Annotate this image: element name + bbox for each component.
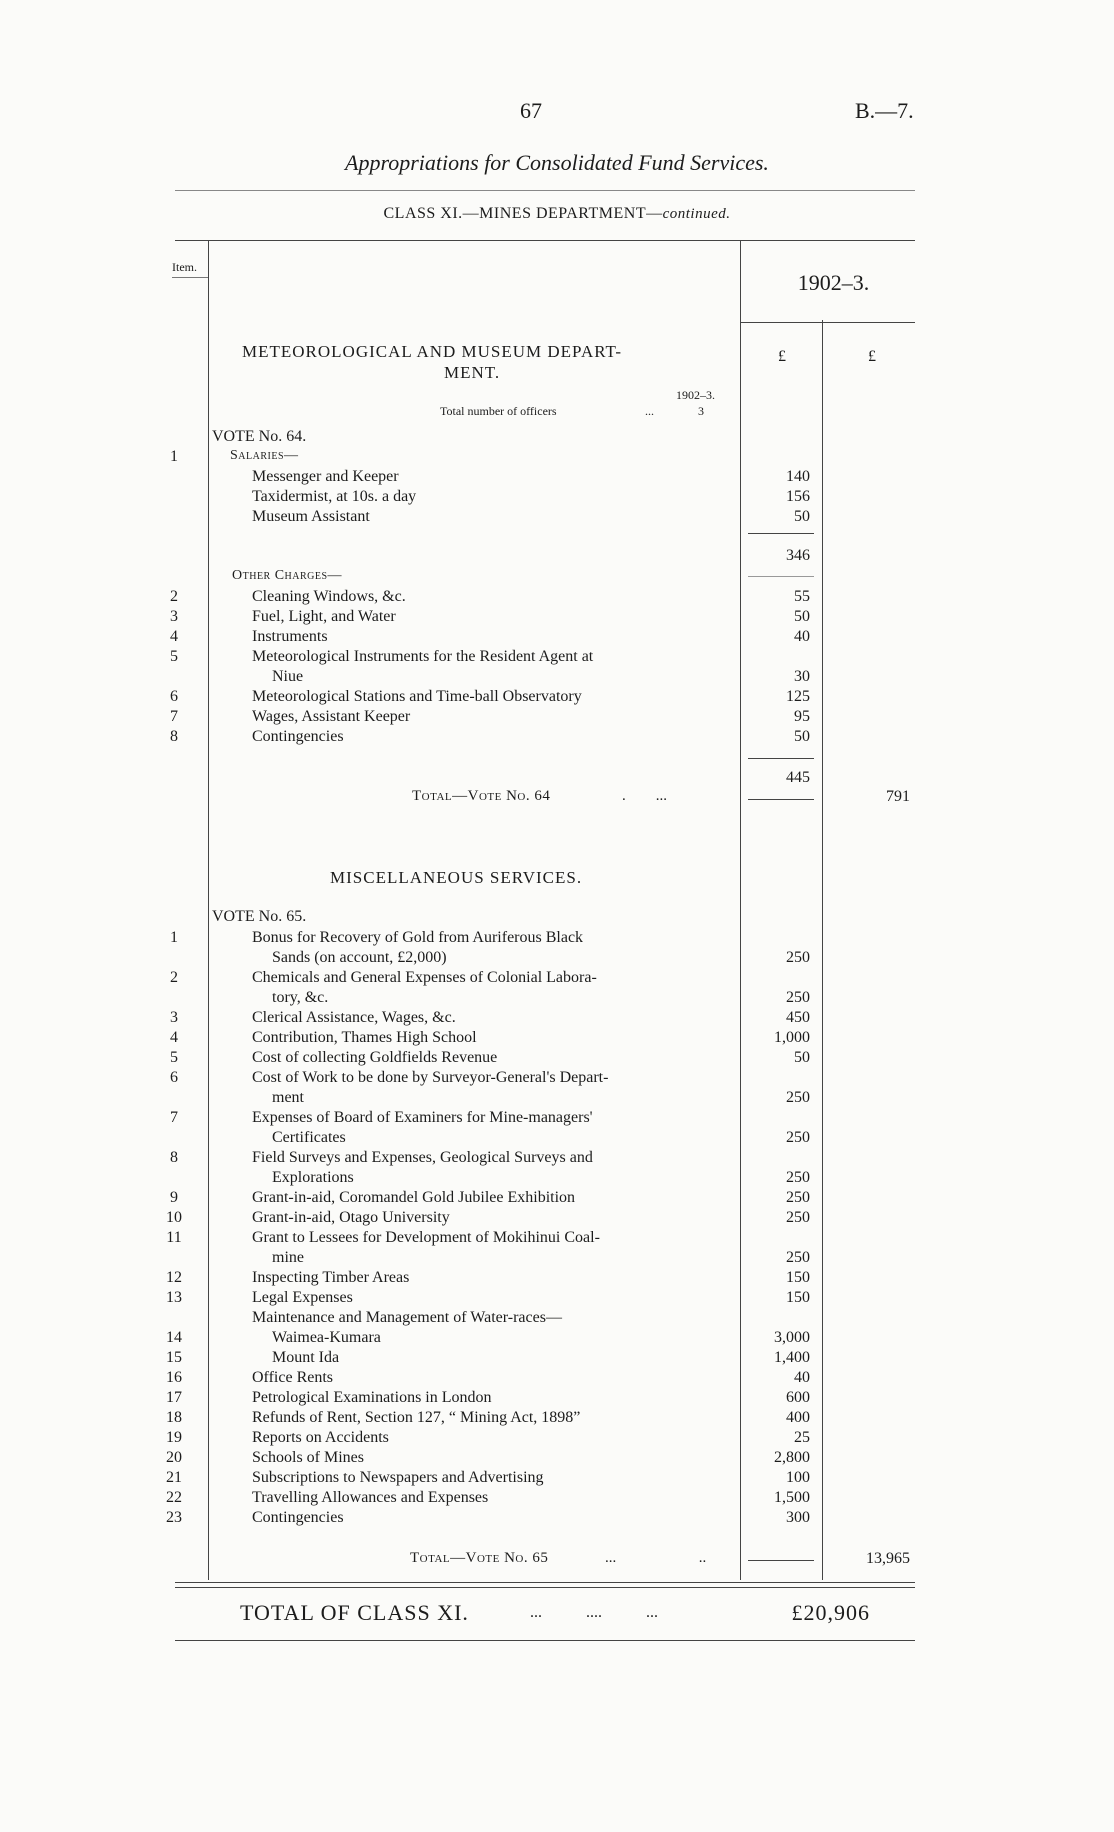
vote-64-total-value: 791 — [886, 788, 910, 805]
year-header-rule — [740, 322, 915, 323]
line-item-value: 250 — [786, 1169, 810, 1186]
line-item-label: Meteorological Stations and Time-ball Observatory — [252, 688, 582, 705]
line-item-value: 3,000 — [774, 1329, 810, 1346]
line-item-value: 400 — [786, 1409, 810, 1426]
item-number: 4 — [170, 628, 178, 645]
vote-64-label: VOTE No. 64. — [212, 428, 307, 445]
year-column-mid-rule — [822, 320, 823, 1580]
line-item-label: Contingencies — [252, 1509, 344, 1526]
vote-65-total-dots: ... .. — [605, 1550, 707, 1566]
other-charges-subtotal: 445 — [786, 769, 810, 786]
vote-65-label: VOTE No. 65. — [212, 908, 307, 925]
line-item-value: 250 — [786, 989, 810, 1006]
item-number: 16 — [166, 1369, 182, 1386]
item-number: 1 — [170, 929, 178, 946]
line-item-value: 50 — [794, 608, 810, 625]
grand-total-bottom-rule — [175, 1640, 915, 1641]
line-item-label: Travelling Allowances and Expenses — [252, 1489, 489, 1506]
line-item-value: 30 — [794, 668, 810, 685]
line-item-label: Cost of Work to be done by Surveyor-General's Depart- — [252, 1069, 609, 1086]
grand-total-top-rule — [175, 1582, 915, 1583]
grand-total-value: £20,906 — [791, 1600, 870, 1625]
line-item-value: 250 — [786, 1089, 810, 1106]
item-column-rule — [208, 240, 209, 1580]
line-item-label: Maintenance and Management of Water-races— — [252, 1309, 562, 1326]
grand-total-top-rule-2 — [175, 1587, 915, 1588]
currency-symbol-1: £ — [778, 348, 786, 365]
line-item-label: Grant-in-aid, Coromandel Gold Jubilee Exhibition — [252, 1189, 576, 1206]
vote-64-total-dots: . ... — [622, 788, 667, 804]
item-number: 8 — [170, 728, 178, 745]
line-item-value: 50 — [794, 728, 810, 745]
line-item-value: 1,000 — [774, 1029, 810, 1046]
vote-65-total-rule — [748, 1560, 814, 1561]
line-item-label: Grant to Lessees for Development of Mokihinui Coal- — [252, 1229, 600, 1246]
line-item-label: Expenses of Board of Examiners for Mine-managers' — [252, 1109, 593, 1126]
line-item-value: 25 — [794, 1429, 810, 1446]
line-item-value: 140 — [786, 468, 810, 485]
line-item-label: Instruments — [252, 628, 328, 645]
line-item-label-continued: Sands (on account, £2,000) — [272, 949, 447, 966]
line-item-value: 50 — [794, 1049, 810, 1066]
officers-dots: ... — [645, 404, 654, 418]
line-item-value: 250 — [786, 949, 810, 966]
item-number: 2 — [170, 969, 178, 986]
line-item-label-continued: ment — [272, 1089, 304, 1106]
line-item-value: 100 — [786, 1469, 810, 1486]
line-item-value: 300 — [786, 1509, 810, 1526]
item-number: 10 — [166, 1209, 182, 1226]
line-item-label: Subscriptions to Newspapers and Advertising — [252, 1469, 544, 1486]
item-number: 22 — [166, 1489, 182, 1506]
page-number: 67 — [520, 98, 542, 123]
grand-total-dots: ... .... ... — [530, 1604, 658, 1621]
officers-count: 3 — [698, 404, 704, 418]
item-number: 7 — [170, 1109, 178, 1126]
page-title: Appropriations for Consolidated Fund Services. — [345, 150, 769, 175]
line-item-label: Contribution, Thames High School — [252, 1029, 477, 1046]
line-item-label: Taxidermist, at 10s. a day — [252, 488, 417, 505]
line-item-label-continued: mine — [272, 1249, 304, 1266]
line-item-label: Meteorological Instruments for the Resident Agent at — [252, 648, 594, 665]
line-item-value: 150 — [786, 1269, 810, 1286]
line-item-label: Contingencies — [252, 728, 344, 745]
line-item-value: 55 — [794, 588, 810, 605]
line-item-label: Fuel, Light, and Water — [252, 608, 396, 625]
currency-symbol-2: £ — [868, 348, 876, 365]
item-number: 18 — [166, 1409, 182, 1426]
line-item-value: 450 — [786, 1009, 810, 1026]
line-item-label: Cost of collecting Goldfields Revenue — [252, 1049, 498, 1066]
item-number: 13 — [166, 1289, 182, 1306]
item-number: 3 — [170, 608, 178, 625]
other-subtotal-underline — [748, 799, 814, 800]
line-item-value: 156 — [786, 488, 810, 505]
item-number: 5 — [170, 1049, 178, 1066]
grand-total-label: TOTAL OF CLASS XI. — [240, 1600, 469, 1625]
item-number: 14 — [166, 1329, 182, 1346]
other-subtotal-rule — [748, 758, 814, 759]
line-item-label: Field Surveys and Expenses, Geological Surveys and — [252, 1149, 593, 1166]
line-item-label: Museum Assistant — [252, 508, 370, 525]
table-top-rule — [175, 240, 915, 241]
officers-year: 1902–3. — [676, 388, 715, 402]
line-item-label: Messenger and Keeper — [252, 468, 399, 485]
other-charges-heading: Other Charges— — [232, 568, 343, 583]
salaries-subtotal: 346 — [786, 547, 810, 564]
item-number: 7 — [170, 708, 178, 725]
vote-64-total-label: Total—Vote No. 64 — [412, 788, 551, 804]
item-number: 20 — [166, 1449, 182, 1466]
document-reference: B.—7. — [855, 98, 914, 123]
class-title-continued: continued. — [662, 206, 731, 222]
line-item-label: Bonus for Recovery of Gold from Auriferous Black — [252, 929, 584, 946]
section1-heading-line2: MENT. — [444, 363, 501, 382]
line-item-label: Wages, Assistant Keeper — [252, 708, 411, 725]
item-column-header: Item. — [172, 260, 197, 274]
line-item-value: 250 — [786, 1129, 810, 1146]
line-item-label: Refunds of Rent, Section 127, “ Mining Act, 1898” — [252, 1409, 581, 1426]
line-item-label: Legal Expenses — [252, 1289, 353, 1306]
line-item-label-continued: tory, &c. — [272, 989, 329, 1006]
line-item-label: Grant-in-aid, Otago University — [252, 1209, 450, 1226]
item-number: 9 — [170, 1189, 178, 1206]
line-item-label: Mount Ida — [272, 1349, 340, 1366]
item-number: 19 — [166, 1429, 182, 1446]
item-number: 6 — [170, 688, 178, 705]
class-title-main: CLASS XI.—MINES DEPARTMENT— — [383, 205, 663, 222]
line-item-label: Clerical Assistance, Wages, &c. — [252, 1009, 456, 1026]
line-item-label: Petrological Examinations in London — [252, 1389, 492, 1406]
item-number: 2 — [170, 588, 178, 605]
line-item-label: Chemicals and General Expenses of Colonial Labora- — [252, 969, 597, 986]
line-item-value: 40 — [794, 1369, 810, 1386]
section1-heading-line1: METEOROLOGICAL AND MUSEUM DEPART- — [242, 342, 623, 361]
year-column-header: 1902–3. — [797, 270, 870, 295]
officers-label: Total number of officers — [440, 404, 557, 418]
line-item-label: Office Rents — [252, 1369, 334, 1386]
salaries-subtotal-rule — [748, 533, 814, 534]
class-title — [0, 205, 1114, 223]
item-number: 1 — [170, 448, 178, 465]
item-number: 21 — [166, 1469, 182, 1486]
line-item-label-continued: Niue — [272, 668, 304, 685]
line-item-label: Inspecting Timber Areas — [252, 1269, 410, 1286]
item-number: 15 — [166, 1349, 182, 1366]
item-number: 17 — [166, 1389, 182, 1406]
line-item-value: 1,500 — [774, 1489, 810, 1506]
item-number: 4 — [170, 1029, 178, 1046]
item-number: 8 — [170, 1149, 178, 1166]
line-item-value: 50 — [794, 508, 810, 525]
line-item-label-continued: Certificates — [272, 1129, 346, 1146]
item-number: 5 — [170, 648, 178, 665]
line-item-label-continued: Explorations — [272, 1169, 354, 1186]
line-item-value: 250 — [786, 1209, 810, 1226]
salaries-subtotal-underline — [748, 576, 814, 577]
line-item-label: Cleaning Windows, &c. — [252, 588, 406, 605]
item-number: 23 — [166, 1509, 182, 1526]
line-item-value: 95 — [794, 708, 810, 725]
vote-65-total-label: Total—Vote No. 65 — [410, 1550, 549, 1566]
vote-65-total-value: 13,965 — [866, 1550, 910, 1567]
line-item-value: 250 — [786, 1249, 810, 1266]
line-item-value: 250 — [786, 1189, 810, 1206]
line-item-value: 1,400 — [774, 1349, 810, 1366]
line-item-label: Schools of Mines — [252, 1449, 364, 1466]
item-number: 3 — [170, 1009, 178, 1026]
line-item-value: 2,800 — [774, 1449, 810, 1466]
item-number: 11 — [166, 1229, 182, 1246]
line-item-value: 125 — [786, 688, 810, 705]
item-header-rule — [172, 277, 208, 278]
line-item-label: Waimea-Kumara — [272, 1329, 381, 1346]
title-rule — [175, 190, 915, 191]
line-item-value: 600 — [786, 1389, 810, 1406]
line-item-value: 40 — [794, 628, 810, 645]
salaries-heading: Salaries— — [230, 448, 299, 463]
line-item-label: Reports on Accidents — [252, 1429, 389, 1446]
item-number: 12 — [166, 1269, 182, 1286]
line-item-value: 150 — [786, 1289, 810, 1306]
section2-heading: MISCELLANEOUS SERVICES. — [330, 868, 583, 887]
item-number: 6 — [170, 1069, 178, 1086]
